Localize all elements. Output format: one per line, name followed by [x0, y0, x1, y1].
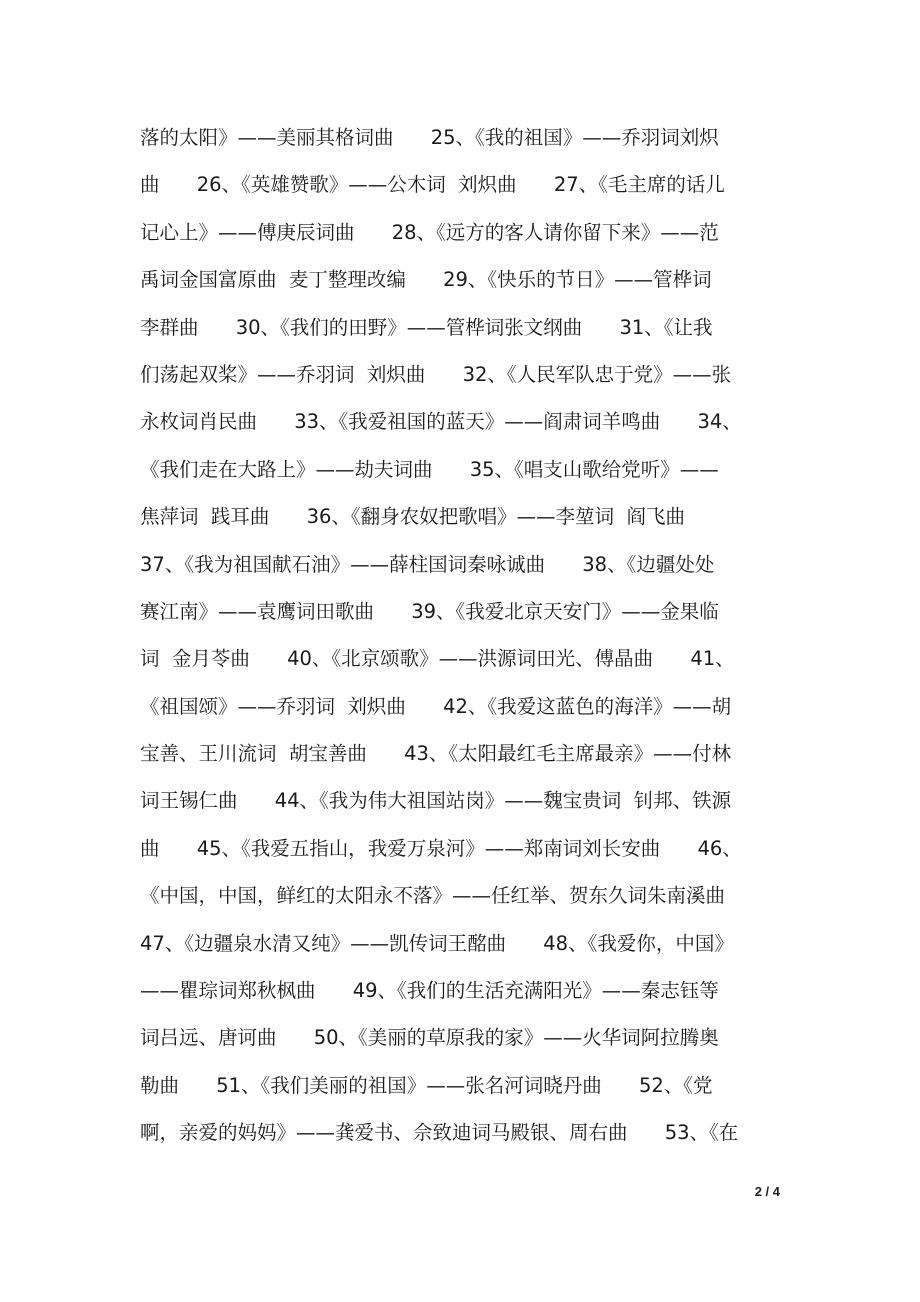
text-line: 啊，亲爱的妈妈》——龚爱书、佘致迪词马殿银、周右曲 53、《在	[140, 1121, 739, 1145]
body-text	[140, 114, 800, 1157]
text-line: 曲 26、《英雄赞歌》——公木词 刘炽曲 27、《毛主席的话儿	[140, 173, 725, 197]
text-line: 47、《边疆泉水清又纯》——凯传词王酩曲 48、《我爱你，中国》	[140, 931, 734, 955]
text-line: 们荡起双桨》——乔羽词 刘炽曲 32、《人民军队忠于党》——张	[140, 362, 732, 386]
text-line: 词吕远、唐诃曲 50、《美丽的草原我的家》——火华词阿拉腾奥	[140, 1026, 719, 1050]
text-line: 词 金月苓曲 40、《北京颂歌》——洪源词田光、傅晶曲 41、	[140, 647, 735, 671]
text-line: 37、《我为祖国献石油》——薛柱国词秦咏诚曲 38、《边疆处处	[140, 552, 715, 576]
text-line: 《祖国颂》——乔羽词 刘炽曲 42、《我爱这蓝色的海洋》——胡	[140, 694, 732, 718]
page-number: 2 / 4	[754, 1184, 780, 1199]
text-line: 李群曲 30、《我们的田野》——管桦词张文纲曲 31、《让我	[140, 315, 713, 339]
text-line: 焦萍词 践耳曲 36、《翻身农奴把歌唱》——李堃词 阎飞曲	[140, 505, 686, 529]
text-line: 永枚词肖民曲 33、《我爱祖国的蓝天》——阎肃词羊鸣曲 34、	[140, 410, 742, 434]
text-line: 《我们走在大路上》——劫夫词曲 35、《唱支山歌给党听》——	[140, 457, 719, 481]
text-line: ——瞿琮词郑秋枫曲 49、《我们的生活充满阳光》——秦志钰等	[140, 979, 719, 1003]
text-line: 词王锡仁曲 44、《我为伟大祖国站岗》——魏宝贵词 钊邦、铁源	[140, 789, 732, 813]
text-line: 《中国，中国，鲜红的太阳永不落》——任红举、贺东久词朱南溪曲	[140, 884, 726, 908]
text-line: 勒曲 51、《我们美丽的祖国》——张名河词晓丹曲 52、《党	[140, 1073, 713, 1097]
text-line: 禹词金国富原曲 麦丁整理改编 29、《快乐的节日》——管桦词	[140, 268, 712, 292]
text-line: 落的太阳》——美丽其格词曲 25、《我的祖国》——乔羽词刘炽	[140, 126, 719, 149]
text-line: 宝善、王川流词 胡宝善曲 43、《太阳最红毛主席最亲》——付林	[140, 742, 732, 766]
text-line: 赛江南》——袁鹰词田歌曲 39、《我爱北京天安门》——金果临	[140, 599, 719, 623]
text-line: 曲 45、《我爱五指山，我爱万泉河》——郑南词刘长安曲 46、	[140, 836, 742, 860]
text-line: 记心上》——傅庚辰词曲 28、《远方的客人请你留下来》——范	[140, 220, 719, 244]
